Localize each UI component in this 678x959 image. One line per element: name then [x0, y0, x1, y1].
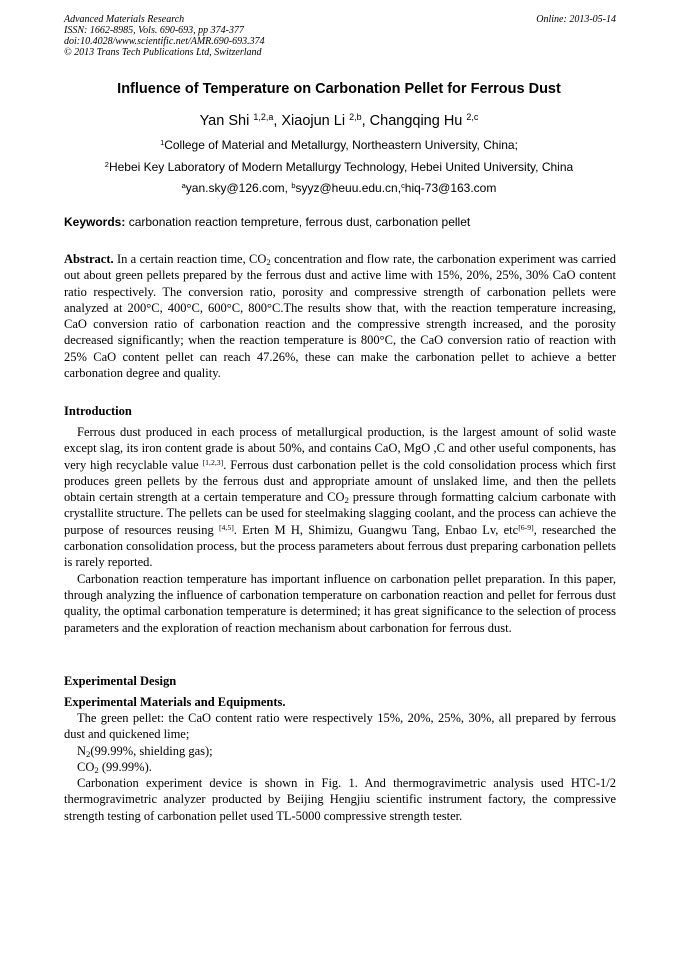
co2-line [64, 759, 616, 775]
abstract-text: concentration and flow rate, the carbonation experiment was carried out about green pellets prepared by the ferrous dust and active lime with 15%, 20%, 25%, 30% CaO content ratio respectively. The conversion ratio, porosity and compressive strength of carbonation pellets were analyzed at 200°C, 400°C, 600°C, 800°C.The results show that, with the reaction temperature increasing, CaO conversion ratio of carbonation reaction and the compressive strength increased, and the porosity decreased significantly; when the reaction temperature is 800°C, the CaO conversion ratio of reaction with 25% CaO content pellet can reach 47.26%, these can make the carbonation pellet to achieve a better carbonation degree and quality. [64, 252, 616, 381]
materials-paragraph-2: Carbonation experiment device is shown in Fig. 1. And thermogravimetric analysis used HTC-1/2 thermogravimetric analyzer producted by Beijing Hengjiu scientific instrument factory, the compressive strength testing of carbonation pellet used TL-5000 compressive strength tester. [64, 776, 616, 823]
author-separator: , [361, 113, 370, 129]
keywords-label: Keywords: [64, 215, 126, 229]
text-run: (99.99%). [98, 759, 152, 774]
citation: [1,2,3] [202, 457, 224, 467]
author-name: Xiaojun Li [281, 113, 346, 129]
affiliation-2 [40, 160, 638, 174]
journal-name: Advanced Materials Research [64, 14, 185, 25]
email-mark: c [401, 180, 405, 190]
email-address: yan.sky@126.com, [185, 181, 292, 195]
email-mark: a [181, 180, 186, 190]
abstract [64, 251, 616, 381]
text-run: pressure through formatting calcium carbonate with crystallite structure. The pellets can be used for steelmaking slagging coolant, and the process can achieve the purpose of resources reusing [64, 490, 616, 537]
author-name: Yan Shi [199, 113, 250, 129]
paper-title: Influence of Temperature on Carbonation Pellet for Ferrous Dust [117, 81, 561, 97]
text-run: , researched the carbonation consolidation process, but the process parameters about ferrous dust preparing carbonation pellets is rarely reported. [64, 522, 617, 570]
issn-line: ISSN: 1662-8985, Vols. 690-693, pp 374-377 [64, 25, 244, 36]
author-list [40, 113, 638, 129]
keywords-text: carbonation reaction tempreture, ferrous dust, carbonation pellet [125, 215, 471, 229]
abstract-label: Abstract. [64, 252, 114, 266]
affil-text: College of Material and Metallurgy, Northeastern University, China; [164, 138, 518, 152]
text-run: (99.99%, shielding gas); [90, 743, 213, 758]
author-affil-mark: 1,2,a [253, 112, 274, 123]
subscript: 2 [266, 257, 271, 268]
subscript: 2 [86, 748, 91, 759]
introduction-heading: Introduction [64, 404, 132, 418]
email-mark: b [291, 180, 296, 190]
materials-subheading: Experimental Materials and Equipments. [64, 695, 286, 709]
text-run: . Erten M H, Shimizu, Guangwu Tang, Enbao Lv, etc [233, 522, 519, 537]
affiliation-1 [40, 138, 638, 152]
text-run: Ferrous dust produced in each process of metallurgical production, is the largest amount of solid waste except slag, its iron content grade is about 50%, and contains CaO, MgO ,C and other useful components, has very high recyclable value [64, 425, 616, 472]
author-affil-mark: 2,b [349, 112, 362, 123]
email-address: syyz@heuu.edu.cn, [295, 181, 402, 195]
text-run: CO [77, 759, 95, 774]
materials-paragraph-1: The green pellet: the CaO content ratio were respectively 15%, 20%, 25%, 30%, all prepared by ferrous dust and quickened lime; [64, 711, 616, 742]
intro-paragraph-2: Carbonation reaction temperature has important influence on carbonation pellet preparation. In this paper, through analyzing the influence of carbonation temperature on carbonation reaction and pellet for ferrous dust quality, the optimal carbonation temperature is determined; it has great significance to the selection of process parameters and the exploration of reaction mechanism about carbonation for ferrous dust. [64, 571, 616, 635]
keywords-line [64, 215, 616, 229]
intro-paragraph-1 [64, 424, 616, 571]
doi-line: doi:10.4028/www.scientific.net/AMR.690-693.374 [64, 36, 265, 47]
subscript: 2 [344, 495, 349, 506]
author-affil-mark: 2,c [466, 112, 479, 123]
affil-mark: 1 [160, 137, 165, 147]
introduction-body [64, 424, 616, 636]
affil-mark: 2 [104, 159, 109, 169]
text-run: N [77, 743, 87, 758]
citation: [4,5] [218, 522, 234, 532]
author-separator: , [273, 113, 282, 129]
subscript: 2 [94, 765, 99, 776]
materials-body [64, 710, 616, 824]
copyright-line: © 2013 Trans Tech Publications Ltd, Switzerland [64, 47, 262, 58]
affil-text: Hebei Key Laboratory of Modern Metallurgy Technology, Hebei United University, China [108, 160, 574, 174]
journal-header [64, 14, 616, 58]
email-line [40, 181, 638, 195]
citation: [6-9] [518, 522, 534, 532]
online-date: Online: 2013-05-14 [536, 14, 616, 25]
experimental-heading: Experimental Design [64, 674, 177, 688]
text-run: . Ferrous dust carbonation pellet is the cold consolidation process which first produces green pellets by the ferrous dust and appropriate amount of unslaked lime, and then the pellets obtain certain strength at a certain temperature and CO [64, 457, 616, 505]
n2-line [64, 743, 616, 759]
email-address: hiq-73@163.com [404, 181, 497, 195]
abstract-text: In a certain reaction time, CO [113, 252, 267, 266]
author-name: Changqing Hu [369, 113, 463, 129]
